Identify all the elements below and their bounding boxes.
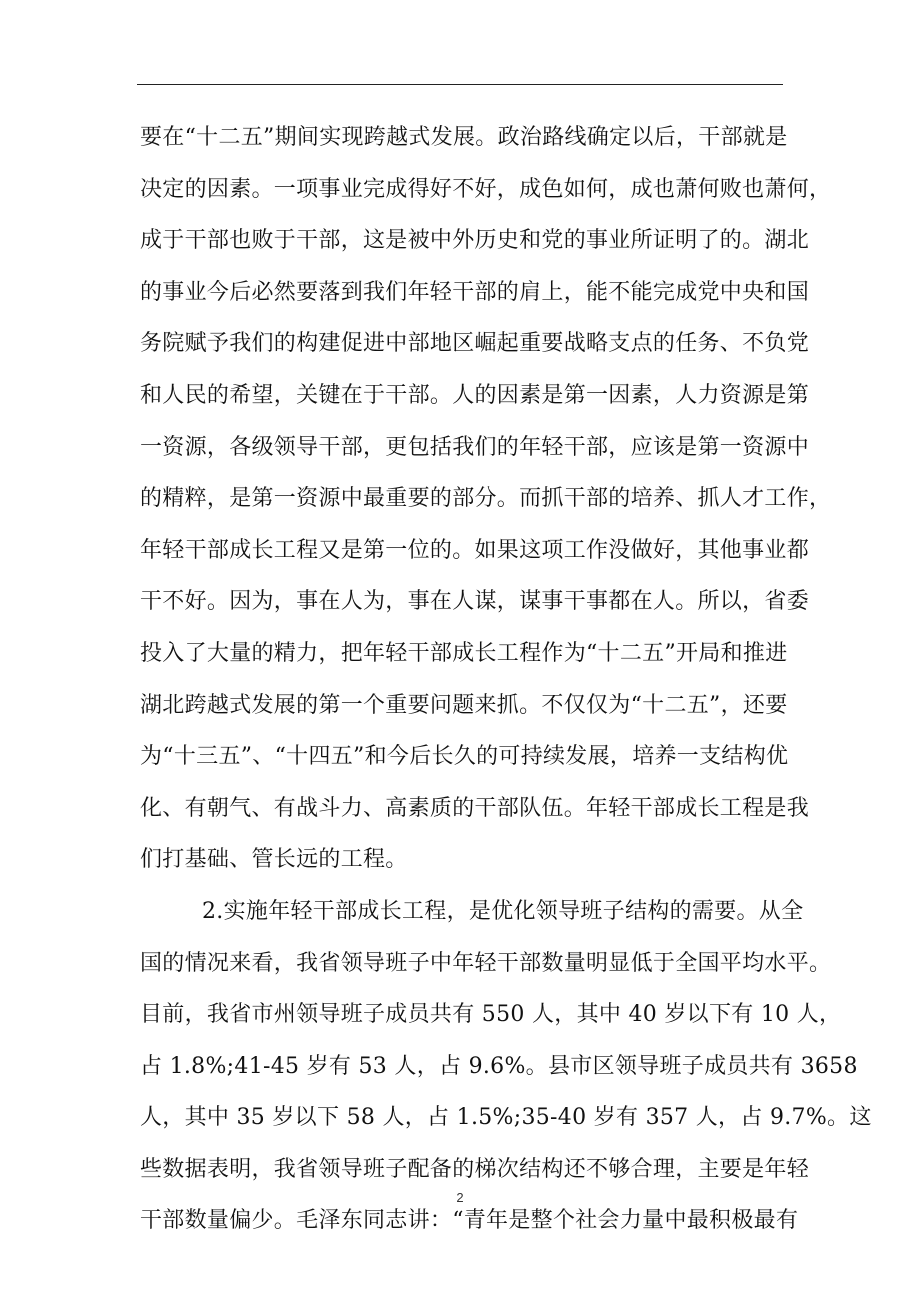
text-line: 为“十三五”、“十四五”和今后长久的可持续发展，培养一支结构优 [140,744,789,770]
text-line: 和人民的希望，关键在于干部。人的因素是第一因素，人力资源是第 [140,382,810,408]
text-line: 人，其中 35 岁以下 58 人，占 1.5%;35-40 岁有 357 人，占 9.7%。这 [140,1105,872,1131]
text-line: 占 1.8%;41-45 岁有 53 人，占 9.6%。县市区领导班子成员共有 3658 [140,1053,858,1079]
text-line: 的精粹，是第一资源中最重要的部分。而抓干部的培养、抓人才工作， [140,486,832,512]
text-line: 化、有朝气、有战斗力、高素质的干部队伍。年轻干部成长工程是我 [140,795,810,821]
text-line: 年轻干部成长工程又是第一位的。如果这项工作没做好，其他事业都 [140,537,810,563]
text-line: 国的情况来看，我省领导班子中年轻干部数量明显低于全国平均水平。 [140,950,832,976]
text-line: 干不好。因为，事在人为，事在人谋，谋事干事都在人。所以，省委 [140,589,810,615]
text-line: 2.实施年轻干部成长工程，是优化领导班子结构的需要。从全 [202,898,804,924]
text-line: 的事业今后必然要落到我们年轻干部的肩上，能不能完成党中央和国 [140,279,810,305]
text-line: 要在“十二五”期间实现跨越式发展。政治路线确定以后，干部就是 [140,125,788,150]
text-line: 务院赋予我们的构建促进中部地区崛起重要战略支点的任务、不负党 [140,331,810,357]
text-line: 干部数量偏少。毛泽东同志讲：“青年是整个社会力量中最积极最有 [140,1208,799,1234]
text-line: 些数据表明，我省领导班子配备的梯次结构还不够合理，主要是年轻 [140,1156,810,1182]
text-line: 们打基础、管长远的工程。 [140,847,408,873]
paragraph-1 [140,112,832,886]
text-line: 湖北跨越式发展的第一个重要问题来抓。不仅仅为“十二五”，还要 [140,692,788,718]
text-line: 投入了大量的精力，把年轻干部成长工程作为“十二五”开局和推进 [140,640,788,666]
text-line: 成于干部也败于干部，这是被中外历史和党的事业所证明了的。湖北 [140,228,810,254]
page-number: 2 [456,1190,464,1205]
document-body [140,112,872,1247]
text-line: 决定的因素。一项事业完成得好不好，成色如何，成也萧何败也萧何， [140,176,832,202]
header-rule [137,84,783,85]
text-line: 一资源，各级领导干部，更包括我们的年轻干部，应该是第一资源中 [140,434,810,460]
text-line: 目前，我省市州领导班子成员共有 550 人，其中 40 岁以下有 10 人， [140,1002,842,1028]
